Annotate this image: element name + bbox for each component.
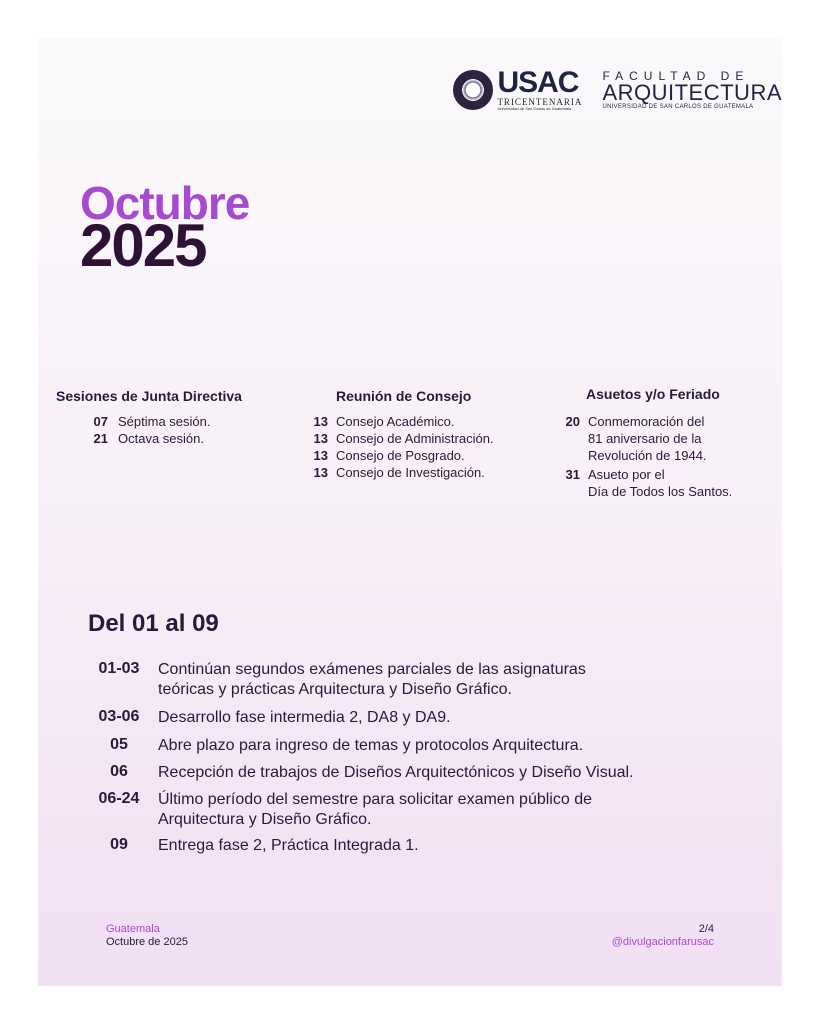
column-title-consejo: Reunión de Consejo — [336, 388, 472, 404]
item-text: Consejo de Posgrado. — [336, 448, 465, 463]
item-day: 31 — [565, 467, 580, 482]
event-text: Recepción de trabajos de Diseños Arquitectónicos y Diseño Visual. — [158, 764, 634, 781]
item-day: 07 — [93, 414, 108, 429]
event-date: 09 — [110, 836, 128, 853]
item-day: 13 — [313, 431, 328, 446]
faculty-line-1: FACULTAD DE — [602, 68, 750, 83]
list-item — [550, 466, 770, 501]
item-text: Séptima sesión. — [118, 414, 211, 429]
item-text: Consejo de Investigación. — [336, 465, 485, 480]
page-number: 2/4 — [698, 923, 714, 935]
list-item — [298, 413, 528, 430]
event-text: Abre plazo para ingreso de temas y protocolos Arquitectura. — [158, 737, 584, 754]
item-day: 13 — [313, 414, 328, 429]
faculty-logo — [602, 70, 782, 110]
item-text: Consejo de Administración. — [336, 431, 494, 446]
event-date: 06-24 — [98, 790, 140, 807]
social-handle[interactable]: @divulgacionfarusac — [611, 936, 714, 948]
item-day: 20 — [565, 414, 580, 429]
usac-tagline: Universidad de San Carlos de Guatemala — [497, 106, 572, 111]
event-text: Continúan segundos exámenes parciales de las asignaturas teóricas y prácticas Arquitectura y Diseño Gráfico. — [158, 661, 586, 698]
item-day: 13 — [313, 448, 328, 463]
year-title: 2025 — [80, 212, 206, 279]
column-title-junta: Sesiones de Junta Directiva — [56, 388, 242, 404]
column-title-asuetos: Asuetos y/o Feriado — [586, 386, 720, 402]
item-text: Conmemoración del 81 aniversario de la Revolución de 1944. — [588, 414, 707, 463]
event-text: Desarrollo fase intermedia 2, DA8 y DA9. — [158, 709, 451, 726]
usac-subtitle: TRICENTENARIA — [497, 97, 583, 107]
usac-logo — [453, 68, 582, 111]
event-date: 03-06 — [98, 708, 140, 725]
event-text: Entrega fase 2, Práctica Integrada 1. — [158, 837, 419, 854]
footer-right — [612, 923, 714, 949]
footer-date: Octubre de 2025 — [106, 936, 188, 948]
footer-city: Guatemala — [106, 923, 160, 935]
list-item — [298, 430, 528, 447]
item-day: 13 — [313, 465, 328, 480]
footer-left — [106, 923, 188, 949]
list-item — [78, 413, 278, 430]
university-seal-icon — [453, 70, 493, 110]
faculty-line-2: ARQUITECTURA — [602, 79, 782, 105]
usac-wordmark: USAC — [497, 66, 579, 99]
event-text: Último período del semestre para solicitar examen público de Arquitectura y Diseño Gráfico. — [158, 791, 592, 828]
event-date: 06 — [110, 763, 128, 780]
faculty-line-3: UNIVERSIDAD DE SAN CARLOS DE GUATEMALA — [602, 103, 754, 110]
month-title: Octubre — [80, 177, 250, 229]
item-text: Octava sesión. — [118, 431, 204, 446]
list-item — [298, 447, 528, 464]
list-item — [550, 413, 770, 465]
item-day: 21 — [93, 431, 108, 446]
list-item — [78, 430, 278, 447]
event-date: 01-03 — [98, 660, 140, 677]
section-title: Del 01 al 09 — [88, 610, 219, 637]
event-date: 05 — [110, 736, 128, 753]
list-item — [298, 464, 528, 481]
header-logos — [453, 68, 782, 111]
item-text: Asueto por el Día de Todos los Santos. — [588, 467, 733, 499]
item-text: Consejo Académico. — [336, 414, 455, 429]
